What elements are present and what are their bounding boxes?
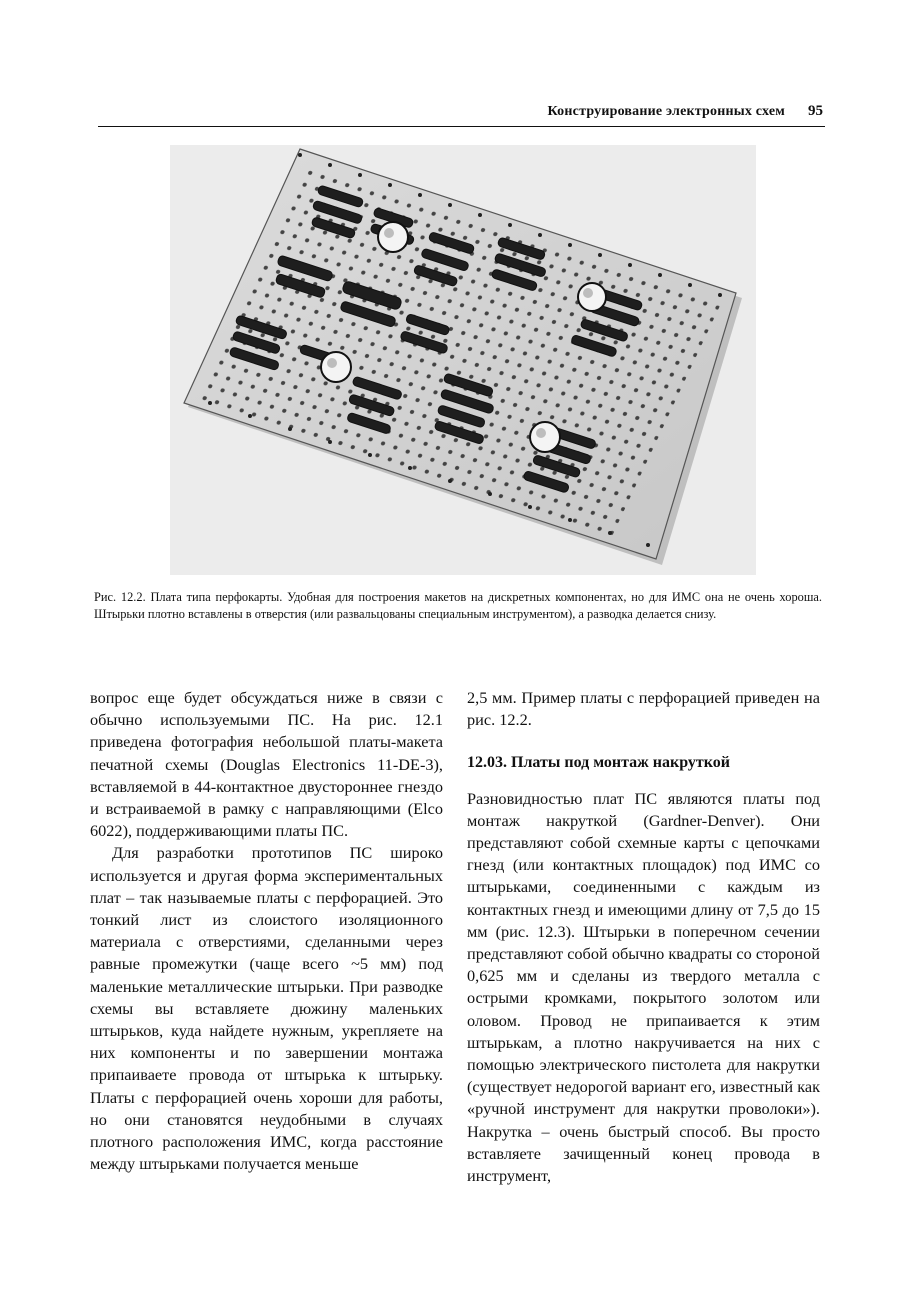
running-title: Конструирование электронных схем	[547, 104, 785, 119]
perfboard-illustration	[170, 145, 756, 575]
perfboard-photo	[170, 145, 756, 575]
paragraph: Разновидностью плат ПС являются платы под монтаж накруткой (Gardner-Denver). Они представляют собой схемные карты с цепочками гнезд (или контактных площадок) под ИМС со штырьками, соединенными с каждым из контактных гнезд и имеющими длину от 7,5 до 15 мм (рис. 12.3). Штырьки в поперечном сечении представляют собой обычно квадраты со стороной 0,625 мм и сделаны из твердого металла с острыми кромками, покрытого золотом или оловом. Провод не припаивается к этим штырькам, а плотно накручивается на них с помощью электрического пистолета для накрутки (существует недорогой вариант его, известный как «ручной инструмент для накрутки проволоки»). Накрутка – очень быстрый способ. Вы просто вставляете зачищенный конец провода в инструмент,	[467, 788, 820, 1186]
right-column	[467, 687, 820, 1187]
page-number: 95	[808, 103, 823, 119]
figure-caption: Рис. 12.2. Плата типа перфокарты. Удобная для построения макетов на дискретных компонентах, но для ИМС она не очень хороша. Штырьки плотно вставлены в отверстия (или развальцованы специальным инструментом), а разводка делается снизу.	[94, 590, 822, 621]
section-heading: 12.03. Платы под монтаж накруткой	[467, 754, 730, 772]
paragraph: Для разработки прототипов ПС широко используется и другая форма экспериментальных плат – так называемые платы с перфорацией. Это тонкий лист из слоистого изоляционного материала с отверстиями, сделанными через равные промежутки (чаще всего ~5 мм) под маленькие металлические штырьки. При разводке схемы вы вставляете дюжину маленьких штырьков, куда найдете нужным, укрепляете на них компоненты и по завершении монтажа припаиваете провода от штырька к штырьку. Платы с перфорацией очень хороши для работы, но они становятся неудобными в случаях плотного расположения ИМС, когда расстояние между штырьками получается меньше	[90, 843, 443, 1174]
page-header	[98, 104, 825, 127]
left-column	[90, 687, 443, 1175]
paragraph: вопрос еще будет обсуждаться ниже в связи с обычно используемыми ПС. На рис. 12.1 приведена фотография небольшой платы-макета печатной схемы (Douglas Electronics 11-DE-3), вставляемой в 44-контактное двустороннее гнездо и встраиваемой в рамку с направляющими (Elco 6022), поддерживающими платы ПС.	[90, 688, 443, 841]
paragraph: 2,5 мм. Пример платы с перфорацией приведен на рис. 12.2.	[467, 688, 820, 730]
